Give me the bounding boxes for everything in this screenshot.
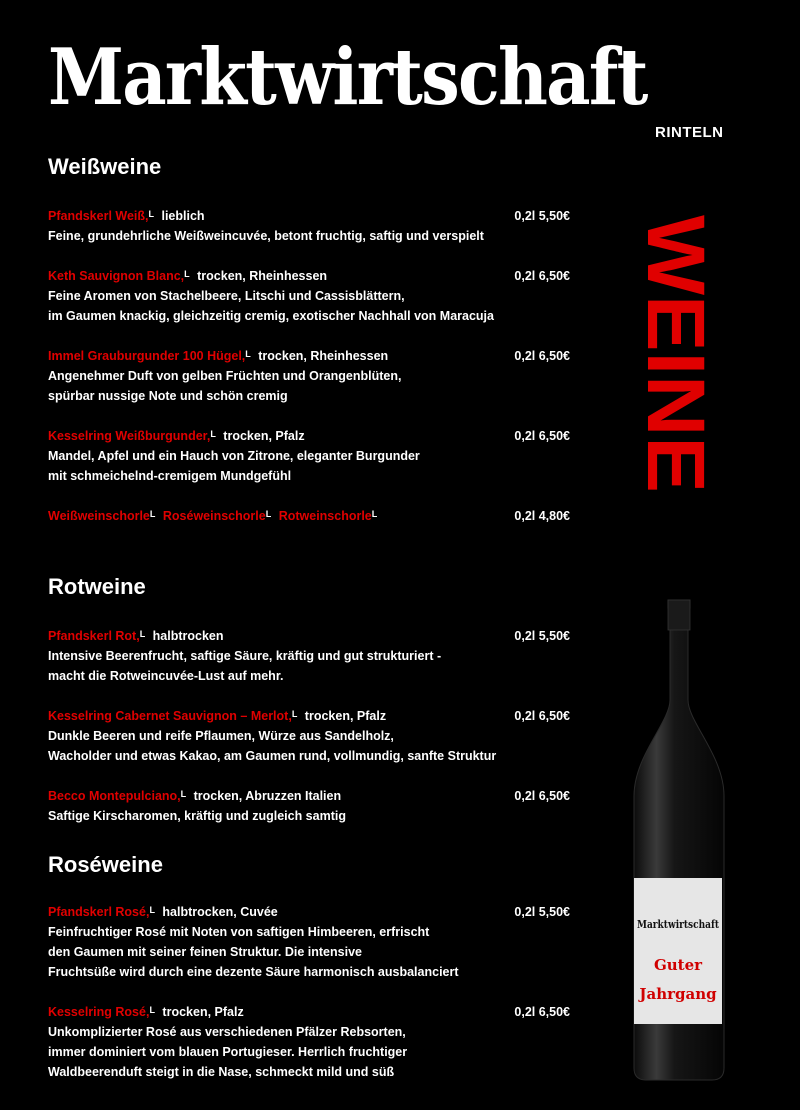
item-name: Kesselring Cabernet Sauvignon – Merlot, [48, 709, 292, 723]
item-desc: macht die Rotweincuvée-Lust auf mehr. [48, 669, 284, 683]
sup-mark: L [371, 509, 378, 519]
item-price: 0,2l 6,50€ [514, 269, 570, 283]
item-name: Pfandskerl Weiß, [48, 209, 149, 223]
menu-item [48, 706, 588, 766]
menu-item [48, 206, 588, 246]
sup-mark: L [149, 509, 156, 519]
sup-mark: L [184, 269, 190, 279]
label-brand: Marktwirtschaft [637, 918, 720, 931]
item-detail: halbtrocken [152, 629, 224, 643]
menu-item [48, 426, 588, 486]
item-desc: Fruchtsüße wird durch eine dezente Säure harmonisch ausbalanciert [48, 965, 459, 979]
item-name: Pfandskerl Rosé, [48, 905, 150, 919]
item-desc: Angenehmer Duft von gelben Früchten und Orangenblüten, [48, 369, 402, 383]
item-desc: Dunkle Beeren und reife Pflaumen, Würze aus Sandelholz, [48, 729, 394, 743]
item-price: 0,2l 6,50€ [514, 1005, 570, 1019]
item-detail: halbtrocken, Cuvée [162, 905, 278, 919]
item-detail: lieblich [161, 209, 205, 223]
item-detail: trocken, Pfalz [162, 1005, 244, 1019]
spritz-item [48, 506, 588, 526]
sup-mark: L [291, 709, 298, 719]
item-desc: Saftige Kirscharomen, kräftig und zugleich samtig [48, 809, 346, 823]
item-desc: Feine Aromen von Stachelbeere, Litschi und Cassisblättern, [48, 289, 405, 303]
item-name: Becco Montepulciano, [48, 789, 181, 803]
item-desc: den Gaumen mit seiner feinen Struktur. Die intensive [48, 945, 362, 959]
item-detail: trocken, Rheinhessen [258, 349, 389, 363]
item-price: 0,2l 6,50€ [514, 349, 570, 363]
item-desc: Wacholder und etwas Kakao, am Gaumen rund, vollmundig, sanfte Struktur [48, 749, 497, 763]
item-desc: Feinfruchtiger Rosé mit Noten von saftigen Himbeeren, erfrischt [48, 925, 430, 939]
item-desc: immer dominiert vom blauen Portugieser. Herrlich fruchtiger [48, 1045, 408, 1059]
bottle-cap [668, 600, 690, 630]
item-desc: Intensive Beerenfrucht, saftige Säure, kräftig und gut strukturiert - [48, 649, 442, 663]
label-line-1: Guter [653, 956, 703, 974]
section-heading-red: Rotweine [48, 574, 146, 599]
item-price: 0,2l 6,50€ [514, 709, 570, 723]
item-price: 0,2l 4,80€ [514, 509, 570, 523]
item-price: 0,2l 6,50€ [514, 429, 570, 443]
item-detail: trocken, Pfalz [304, 709, 387, 723]
sup-mark: L [265, 509, 272, 519]
section-heading-white: Weißweine [48, 154, 162, 179]
page-title: Marktwirtschaft [48, 32, 647, 123]
menu-item [48, 266, 588, 326]
item-detail: trocken, Abruzzen Italien [193, 789, 342, 803]
menu-item [48, 626, 588, 686]
item-price: 0,2l 6,50€ [514, 789, 570, 803]
item-name: Immel Grauburgunder 100 Hügel, [48, 349, 246, 363]
sup-mark: L [139, 629, 146, 639]
menu-item [48, 786, 588, 826]
sup-mark: L [245, 349, 251, 359]
sup-mark: L [210, 429, 216, 439]
sup-mark: L [149, 905, 155, 915]
item-name: Kesselring Rosé, [48, 1005, 150, 1019]
menu-item [48, 346, 588, 406]
item-detail: trocken, Pfalz [223, 429, 305, 443]
item-desc: spürbar nussige Note und schön cremig [48, 389, 288, 403]
sup-mark: L [148, 209, 154, 219]
wine-bottle-image [628, 598, 728, 1084]
menu-item [48, 1002, 588, 1082]
item-desc: Mandel, Apfel und ein Hauch von Zitrone, eleganter Burgunder [48, 449, 420, 463]
spritz-name: Weißweinschorle [48, 509, 150, 523]
item-price: 0,2l 5,50€ [514, 629, 570, 643]
menu-item [48, 902, 588, 982]
item-name: Pfandskerl Rot, [48, 629, 140, 643]
item-price: 0,2l 5,50€ [514, 905, 570, 919]
item-desc: im Gaumen knackig, gleichzeitig cremig, exotischer Nachhall von Maracuja [48, 309, 494, 323]
side-label-text: WEINE [630, 215, 721, 484]
spritz-name: Roséweinschorle [162, 509, 266, 523]
item-desc: Waldbeerenduft steigt in die Nase, schmeckt mild und süß [48, 1065, 395, 1079]
item-desc: Unkomplizierter Rosé aus verschiedenen Pfälzer Rebsorten, [48, 1025, 406, 1039]
section-heading-rose: Roséweine [48, 852, 163, 877]
item-price: 0,2l 5,50€ [514, 209, 570, 223]
item-name: Kesselring Weißburgunder, [48, 429, 211, 443]
location-subtitle: RINTELN [655, 124, 724, 141]
spritz-name: Rotweinschorle [278, 509, 372, 523]
sup-mark: L [180, 789, 187, 799]
sup-mark: L [149, 1005, 155, 1015]
item-name: Keth Sauvignon Blanc, [48, 269, 185, 283]
side-label-weine [630, 215, 730, 495]
item-desc: mit schmeichelnd-cremigem Mundgefühl [48, 469, 292, 483]
item-desc: Feine, grundehrliche Weißweincuvée, betont fruchtig, saftig und verspielt [48, 229, 484, 243]
item-detail: trocken, Rheinhessen [197, 269, 328, 283]
label-line-2: Jahrgang [639, 985, 717, 1003]
